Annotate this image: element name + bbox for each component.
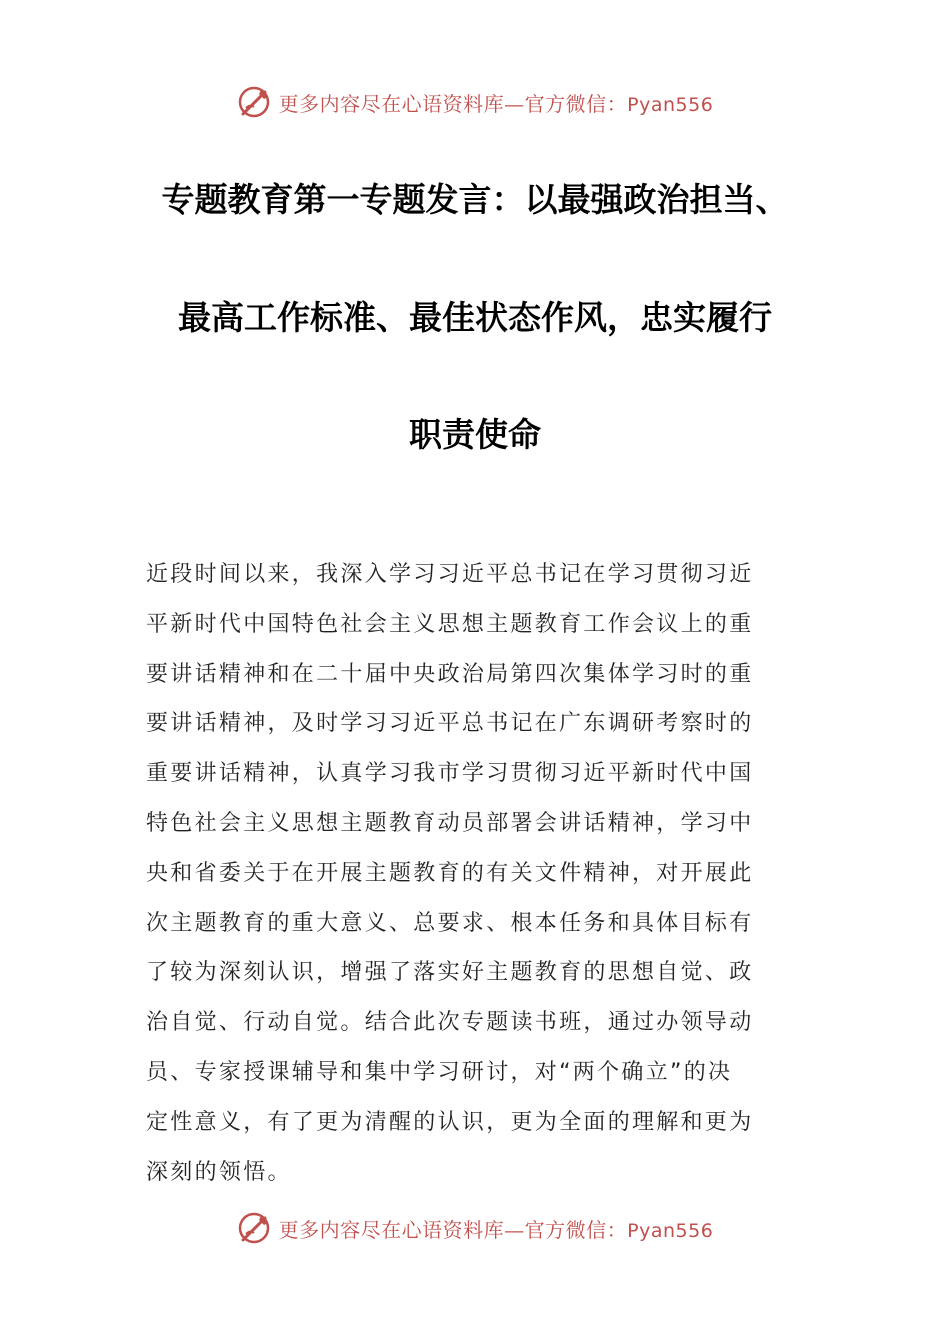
- body-line: 了较为深刻认识，增强了落实好主题教育的思想自觉、政: [146, 960, 754, 986]
- pen-logo-icon: [237, 84, 273, 120]
- body-line: 深刻的领悟。: [146, 1159, 292, 1185]
- footer-brand-text: 更多内容尽在心语资料库: [278, 1217, 505, 1242]
- header-banner: [0, 82, 950, 122]
- body-line: 次主题教育的重大意义、总要求、根本任务和具体目标有: [146, 910, 754, 936]
- body-paragraph: [146, 550, 806, 1197]
- body-line: 要讲话精神和在二十届中央政治局第四次集体学习时的重: [146, 661, 754, 687]
- body-line: 近段时间以来，我深入学习习近平总书记在学习贯彻习近: [146, 562, 754, 587]
- pen-logo-icon: [237, 1210, 273, 1246]
- footer-banner-text: [279, 1214, 714, 1243]
- header-wechat-id: Pyan556: [627, 93, 714, 116]
- footer-wechat-label: 官方微信：: [524, 1217, 628, 1242]
- footer-banner: [0, 1208, 950, 1248]
- body-line: 定性意义，有了更为清醒的认识，更为全面的理解和更为: [146, 1109, 754, 1135]
- body-line: 平新时代中国特色社会主义思想主题教育工作会议上的重: [146, 611, 754, 637]
- body-line: 治自觉、行动自觉。结合此次专题读书班，通过办领导动: [146, 1010, 754, 1036]
- document-title-line-1: 专题教育第一专题发言：以最强政治担当、: [161, 180, 789, 219]
- footer-separator: —: [504, 1217, 525, 1242]
- header-wechat-label: 官方微信：: [524, 91, 628, 116]
- footer-wechat-id: Pyan556: [627, 1219, 714, 1242]
- body-line: 重要讲话精神，认真学习我市学习贯彻习近平新时代中国: [146, 761, 754, 787]
- body-line: 央和省委关于在开展主题教育的有关文件精神，对开展此: [146, 860, 754, 886]
- header-banner-text: [279, 88, 714, 117]
- header-brand-text: 更多内容尽在心语资料库: [278, 91, 505, 116]
- document-title-line-3: 职责使命: [409, 415, 541, 454]
- body-line: 员、专家授课辅导和集中学习研讨，对“两个确立”的决: [146, 1059, 733, 1085]
- header-separator: —: [504, 91, 525, 116]
- document-title-line-2: 最高工作标准、最佳状态作风，忠实履行: [178, 298, 772, 337]
- body-line: 特色社会主义思想主题教育动员部署会讲话精神，学习中: [146, 810, 754, 836]
- body-line: 要讲话精神，及时学习习近平总书记在广东调研考察时的: [146, 711, 754, 737]
